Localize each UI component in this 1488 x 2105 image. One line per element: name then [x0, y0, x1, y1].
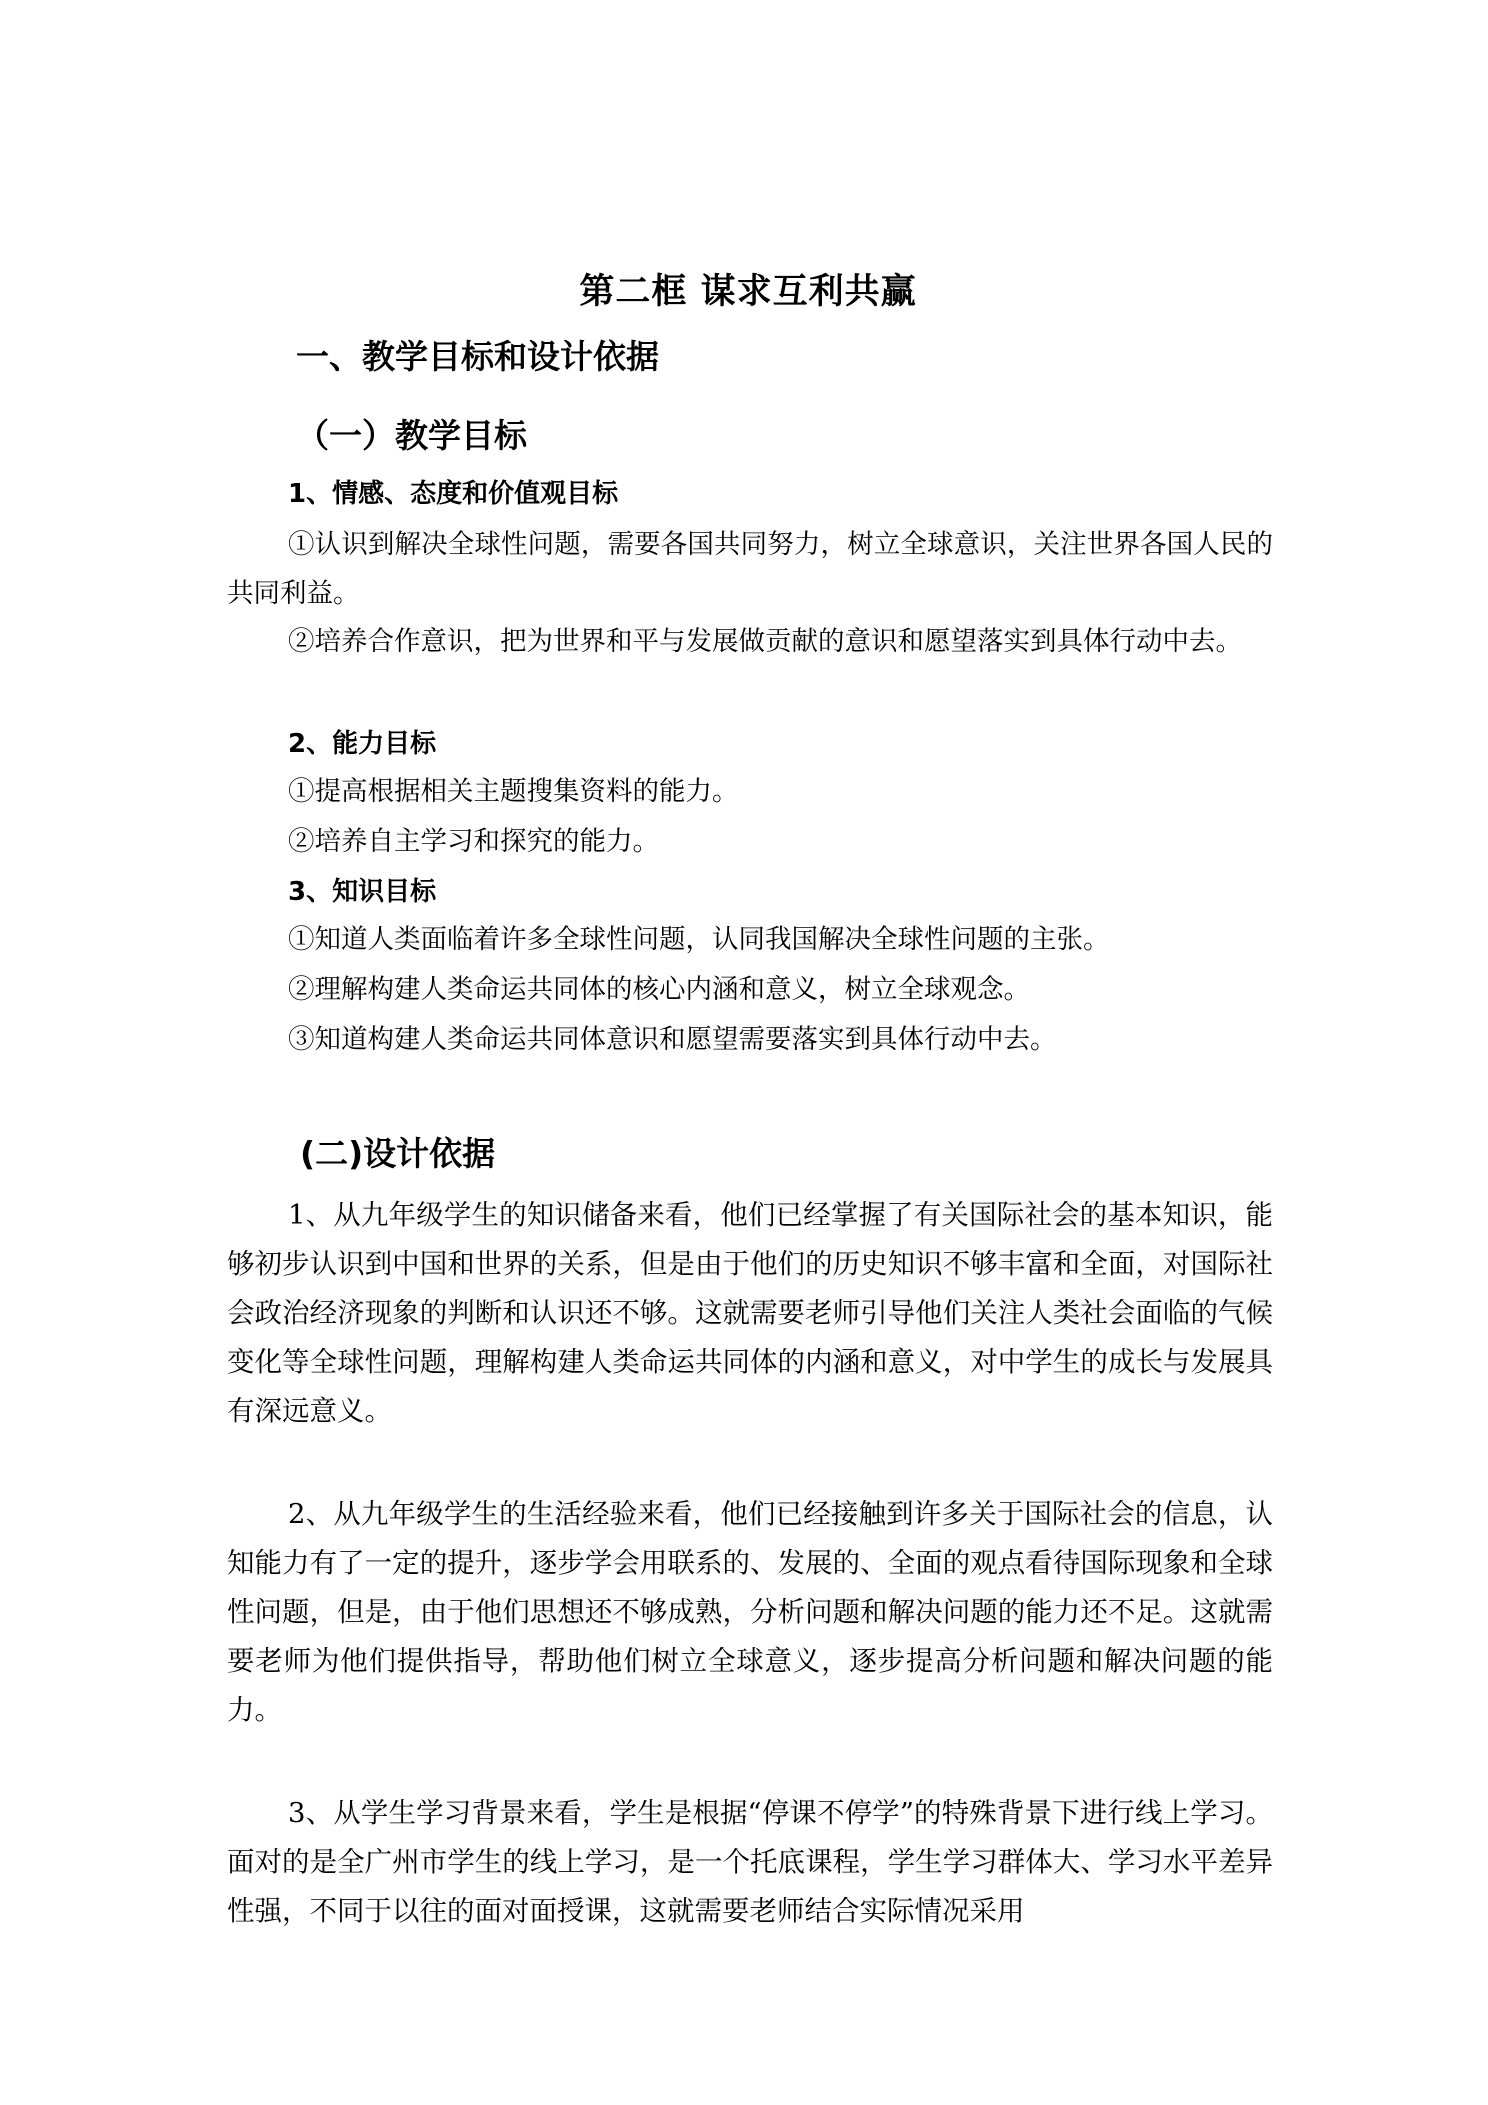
subsection-heading-design-basis: (二)设计依据	[300, 1134, 496, 1173]
section-heading-objectives-and-basis: 一、教学目标和设计依据	[296, 337, 659, 376]
design-basis-paragraph-3: 3、从学生学习背景来看，学生是根据“停课不停学”的特殊背景下进行线上学习。面对的是全广州市学生的线上学习，是一个托底课程，学生学习群体大、学习水平差异性强，不同于以往的面对面授课，这就需要老师结合实际情况采用	[227, 1797, 1273, 1927]
goal-item-knowledge-3: ③知道构建人类命运共同体意识和愿望需要落实到具体行动中去。	[288, 1024, 1057, 1055]
design-basis-paragraph-2: 2、从九年级学生的生活经验来看，他们已经接触到许多关于国际社会的信息，认知能力有了一定的提升，逐步学会用联系的、发展的、全面的观点看待国际现象和全球性问题，但是，由于他们思想还不够成熟，分析问题和解决问题的能力还不足。这就需要老师为他们提供指导，帮助他们树立全球意义，逐步提高分析问题和解决问题的能力。	[227, 1498, 1273, 1726]
goal-item-knowledge-2: ②理解构建人类命运共同体的核心内涵和意义，树立全球观念。	[288, 974, 1030, 1005]
goal-item-ability-1: ①提高根据相关主题搜集资料的能力。	[288, 776, 739, 807]
goal-item-emotion-1: ①认识到解决全球性问题，需要各国共同努力，树立全球意识，关注世界各国人民的共同利益。	[227, 529, 1273, 609]
document-title: 第二框 谋求互利共赢	[579, 272, 917, 312]
goal-heading-knowledge: 3、知识目标	[288, 877, 437, 907]
subsection-heading-teaching-objectives: （一）教学目标	[296, 416, 527, 455]
goal-heading-ability: 2、能力目标	[288, 729, 437, 759]
goal-item-ability-2: ②培养自主学习和探究的能力。	[288, 826, 659, 857]
goal-item-knowledge-1: ①知道人类面临着许多全球性问题，认同我国解决全球性问题的主张。	[288, 924, 1110, 955]
goal-heading-emotion-attitude-values: 1、情感、态度和价值观目标	[288, 479, 619, 509]
design-basis-paragraph-1: 1、从九年级学生的知识储备来看，他们已经掌握了有关国际社会的基本知识，能够初步认识到中国和世界的关系，但是由于他们的历史知识不够丰富和全面，对国际社会政治经济现象的判断和认识还不够。这就需要老师引导他们关注人类社会面临的气候变化等全球性问题，理解构建人类命运共同体的内涵和意义，对中学生的成长与发展具有深远意义。	[227, 1199, 1273, 1427]
goal-item-emotion-2: ②培养合作意识，把为世界和平与发展做贡献的意识和愿望落实到具体行动中去。	[288, 626, 1242, 657]
